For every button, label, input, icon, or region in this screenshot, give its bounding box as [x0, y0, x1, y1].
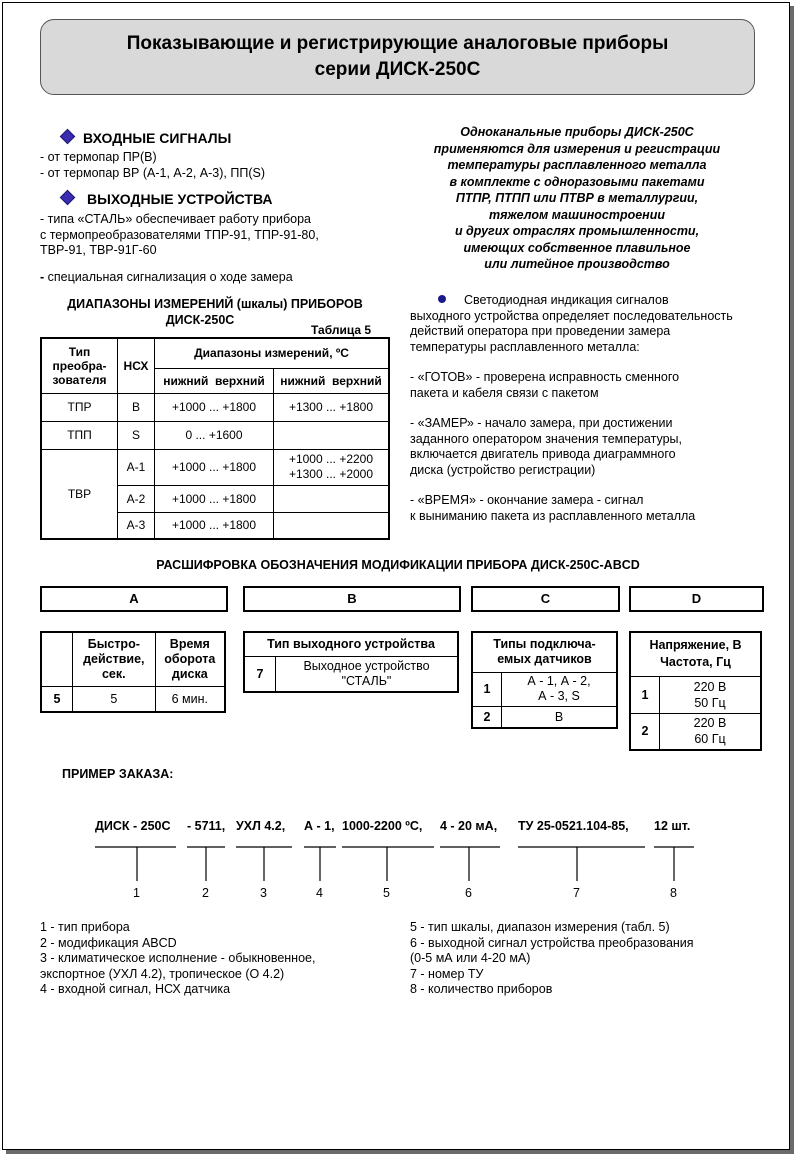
order-num-5: 5 — [383, 886, 390, 900]
dot-bullet-icon — [438, 295, 446, 303]
header-nsx: НСХ — [118, 338, 155, 393]
table-row: А-3 +1000 ... +1800 — [41, 512, 389, 539]
order-num-4: 4 — [316, 886, 323, 900]
outputs-heading: ВЫХОДНЫЕ УСТРОЙСТВА — [62, 191, 272, 207]
order-num-3: 3 — [260, 886, 267, 900]
order-connector-lines — [0, 835, 796, 885]
mod-d-label: D — [629, 586, 764, 612]
mod-c-label: C — [471, 586, 620, 612]
order-part-5: 1000-2200 ºС, — [342, 819, 423, 833]
outputs-list — [40, 212, 319, 285]
title-line-1: Показывающие и регистрирующие аналоговые приборы — [126, 33, 669, 54]
diamond-bullet-icon — [60, 129, 76, 145]
ranges-table — [40, 337, 390, 540]
legend-right: 5 - тип шкалы, диапазон измерения (табл. 5) 6 - выходной сигнал устройства преобразования (0-5 мА или 4-20 мА) 7 - номер ТУ 8 - количество приборов — [410, 920, 694, 996]
order-heading: ПРИМЕР ЗАКАЗА: — [62, 767, 174, 781]
mod-a-table: Быстро- действие, сек. Время оборота диска 5 5 6 мин. — [40, 631, 226, 713]
header-low-high-2: нижний верхний — [274, 368, 390, 393]
order-part-6: 4 - 20 мА, — [440, 819, 498, 833]
mod-b-label: B — [243, 586, 461, 612]
outputs-signal: - специальная сигнализация о ходе замера — [40, 269, 293, 284]
order-num-2: 2 — [202, 886, 209, 900]
inputs-line: - от термопар ПР(В) — [40, 150, 157, 164]
mod-a-label: A — [40, 586, 228, 612]
order-part-8: 12 шт. — [654, 819, 691, 833]
mod-d-table: Напряжение, В Частота, Гц 1 220 В 50 Гц 2 220 В 60 Гц — [629, 631, 762, 751]
table-row: ТПР В +1000 ... +1800 +1300 ... +1800 — [41, 393, 389, 421]
order-part-3: УХЛ 4.2, — [236, 819, 286, 833]
page-title — [40, 19, 755, 95]
order-num-8: 8 — [670, 886, 677, 900]
title-line-2: серии ДИСК-250С — [314, 59, 481, 80]
order-part-2: - 5711, — [187, 819, 226, 833]
header-ranges: Диапазоны измерений, ºС — [155, 338, 390, 368]
outputs-line: ТВР-91, ТВР-91Г-60 — [40, 243, 157, 257]
inputs-heading: ВХОДНЫЕ СИГНАЛЫ — [62, 130, 231, 146]
order-num-7: 7 — [573, 886, 580, 900]
mod-c-table: Типы подключа- емых датчиков 1 А - 1, А - 2, А - 3, S 2 В — [471, 631, 618, 729]
outputs-line: - типа «СТАЛЬ» обеспечивает работу прибора — [40, 212, 311, 226]
header-type: Тип преобра- зователя — [41, 338, 118, 393]
order-part-4: А - 1, — [304, 819, 335, 833]
mod-b-table: Тип выходного устройства 7 Выходное устройство "СТАЛЬ" — [243, 631, 459, 693]
ranges-heading: ДИАПАЗОНЫ ИЗМЕРЕНИЙ (шкалы) ПРИБОРОВ ДИСК-250С — [67, 297, 363, 327]
order-num-1: 1 — [133, 886, 140, 900]
order-part-1: ДИСК - 250С — [95, 819, 171, 833]
table-label: Таблица 5 — [311, 323, 372, 337]
order-part-7: ТУ 25-0521.104-85, — [518, 819, 629, 833]
indication-text: Светодиодная индикация сигналов выходного устройства определяет последовательность действий оператора при проведении замера температуры расплавленного металла: - «ГОТОВ» - проверена исправность сменного пакета и кабеля связи с пакетом - «ЗАМЕР» - начало замера, при достижении заданного оператором значения температуры, включается двигатель привода диаграммного диска (устройство регистрации) - «ВРЕМЯ» - окончание замера - сигнал к выниманию пакета из расплавленного металла — [410, 293, 733, 523]
order-num-6: 6 — [465, 886, 472, 900]
table-row: ТПП S 0 ... +1600 — [41, 421, 389, 449]
intro-text: Одноканальные приборы ДИСК-250С применяются для измерения и регистрации температуры расплавленного металла в комплекте с одноразовыми пакетами ПТПР, ПТПП или ПТВР в металлургии, тяжелом машиностроении и других отраслях промышленности, имеющих собственное плавильное или литейное производство — [433, 125, 721, 271]
table-row: ТВР А-1 +1000 ... +1800 +1000 ... +2200 +1300 ... +2000 — [41, 449, 389, 485]
outputs-line: с термопреобразователями ТПР-91, ТПР-91-80, — [40, 227, 319, 242]
legend-left: 1 - тип прибора 2 - модификация ABCD 3 - климатическое исполнение - обыкновенное, экспортное (УХЛ 4.2), тропическое (О 4.2) 4 - входной сигнал, НСХ датчика — [40, 920, 316, 996]
inputs-line: - от термопар ВР (А-1, А-2, А-3), ПП(S) — [40, 165, 265, 180]
inputs-list — [40, 150, 265, 181]
header-low-high-1: нижний верхний — [155, 368, 274, 393]
diamond-bullet-icon — [60, 190, 76, 206]
decode-heading: РАСШИФРОВКА ОБОЗНАЧЕНИЯ МОДИФИКАЦИИ ПРИБОРА ДИСК-250С-ABCD — [156, 558, 640, 572]
table-row: А-2 +1000 ... +1800 — [41, 485, 389, 512]
